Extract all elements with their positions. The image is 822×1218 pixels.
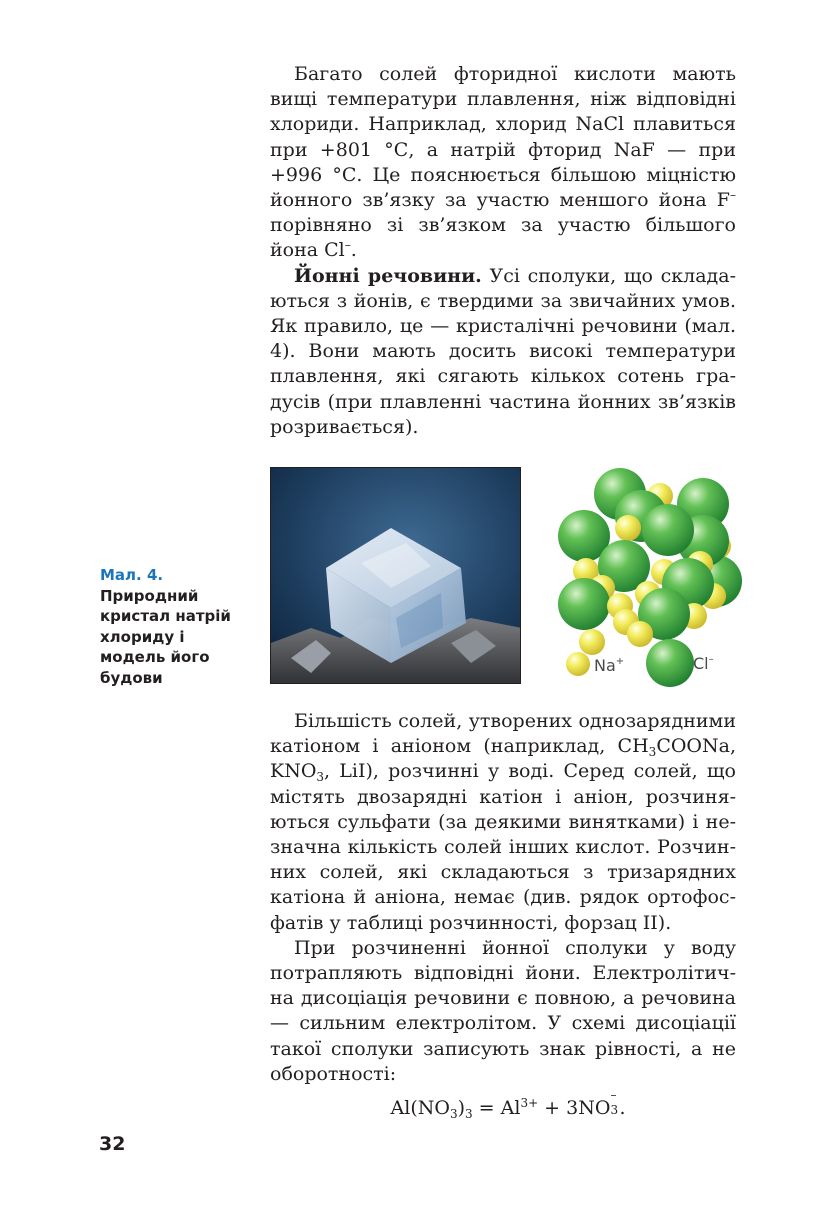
text-block-top (270, 62, 736, 440)
figure-caption-title: Мал. 4. (100, 566, 164, 584)
text-run: При розчиненні йонної сполуки у воду потрапляють відповідні йони. Електролітична дисоціація речовини є повною, а речовина — сильним електролітом. У схемі дисоціації такої сполуки записують знак рівності, а не оборотності: (270, 936, 736, 1085)
text-run: – (344, 238, 351, 253)
text-run: Al(NO (390, 1097, 450, 1120)
text-run: Усі сполуки, що складаються з йонів, є твердими за звичайних умов. Як правило, це — кристалічні речовини (мал. 4). Вони мають досить високі температури плавлення, які сягають кількох сотень градусів (при плавленні частина йонних зв’язків розривається). (270, 264, 736, 438)
figure-caption-text: Природний кристал натрій хлориду і модель його будови (100, 586, 231, 687)
nacl-lattice-model (548, 466, 748, 691)
text-run: Більшість солей, утворених однозарядними катіоном і аніоном (наприклад, CH (270, 710, 736, 758)
na-ion-legend-icon (566, 652, 590, 676)
text-run: 3 (648, 745, 657, 760)
text-run: + 3NO (538, 1097, 611, 1120)
text-run: 3 (465, 1107, 473, 1122)
cl-ion-legend-icon (646, 639, 694, 687)
legend-na-label: Na+ (594, 656, 625, 675)
text-run: , LiI), розчинні у воді. Серед солей, що містять двозарядні катіон і аніон, розчиняються сульфати (за деякими винятками) і незначна кількість солей інших кислот. Розчинних солей, які складаються з тризарядних катіона й аніона, немає (див. рядок ортофосфатів у таблиці розчинності, форзац ІІ). (270, 760, 736, 934)
text-run: Багато солей фторидної кислоти мають вищі температури плавлення, ніж відповідні хлориди. Наприклад, хлорид NaCl плавиться при +801 °С, а натрій фторид NaF — при +996 °С. Це пояснюється більшою міцністю йонного зв’язку за участю меншого йона F (270, 63, 736, 212)
crystal-photo (270, 467, 521, 684)
paragraph (270, 709, 736, 936)
paragraph (270, 62, 736, 264)
dissociation-equation (270, 1088, 736, 1122)
text-run: 3 (316, 770, 325, 785)
paragraph-heading: Йонні речовини. (294, 264, 482, 287)
text-run: COONa, KNO (270, 735, 736, 783)
text-run: . (350, 239, 357, 262)
text-block-bottom (270, 709, 736, 1121)
paragraph (270, 264, 736, 440)
text-run: – (730, 188, 736, 203)
text-run: 3 (449, 1107, 458, 1122)
text-run: . (619, 1097, 626, 1120)
figure-caption (100, 565, 250, 688)
paragraph (270, 936, 736, 1087)
text-run: – 3 (610, 1088, 619, 1118)
text-run: ) (457, 1097, 465, 1120)
text-run: 3+ (520, 1096, 539, 1111)
text-run: порівняно зі зв’язком за участю більшого йона Cl (270, 214, 736, 262)
text-run: = Al (472, 1097, 521, 1120)
legend-cl-label: Cl– (693, 654, 714, 673)
page-number: 32 (99, 1133, 126, 1155)
